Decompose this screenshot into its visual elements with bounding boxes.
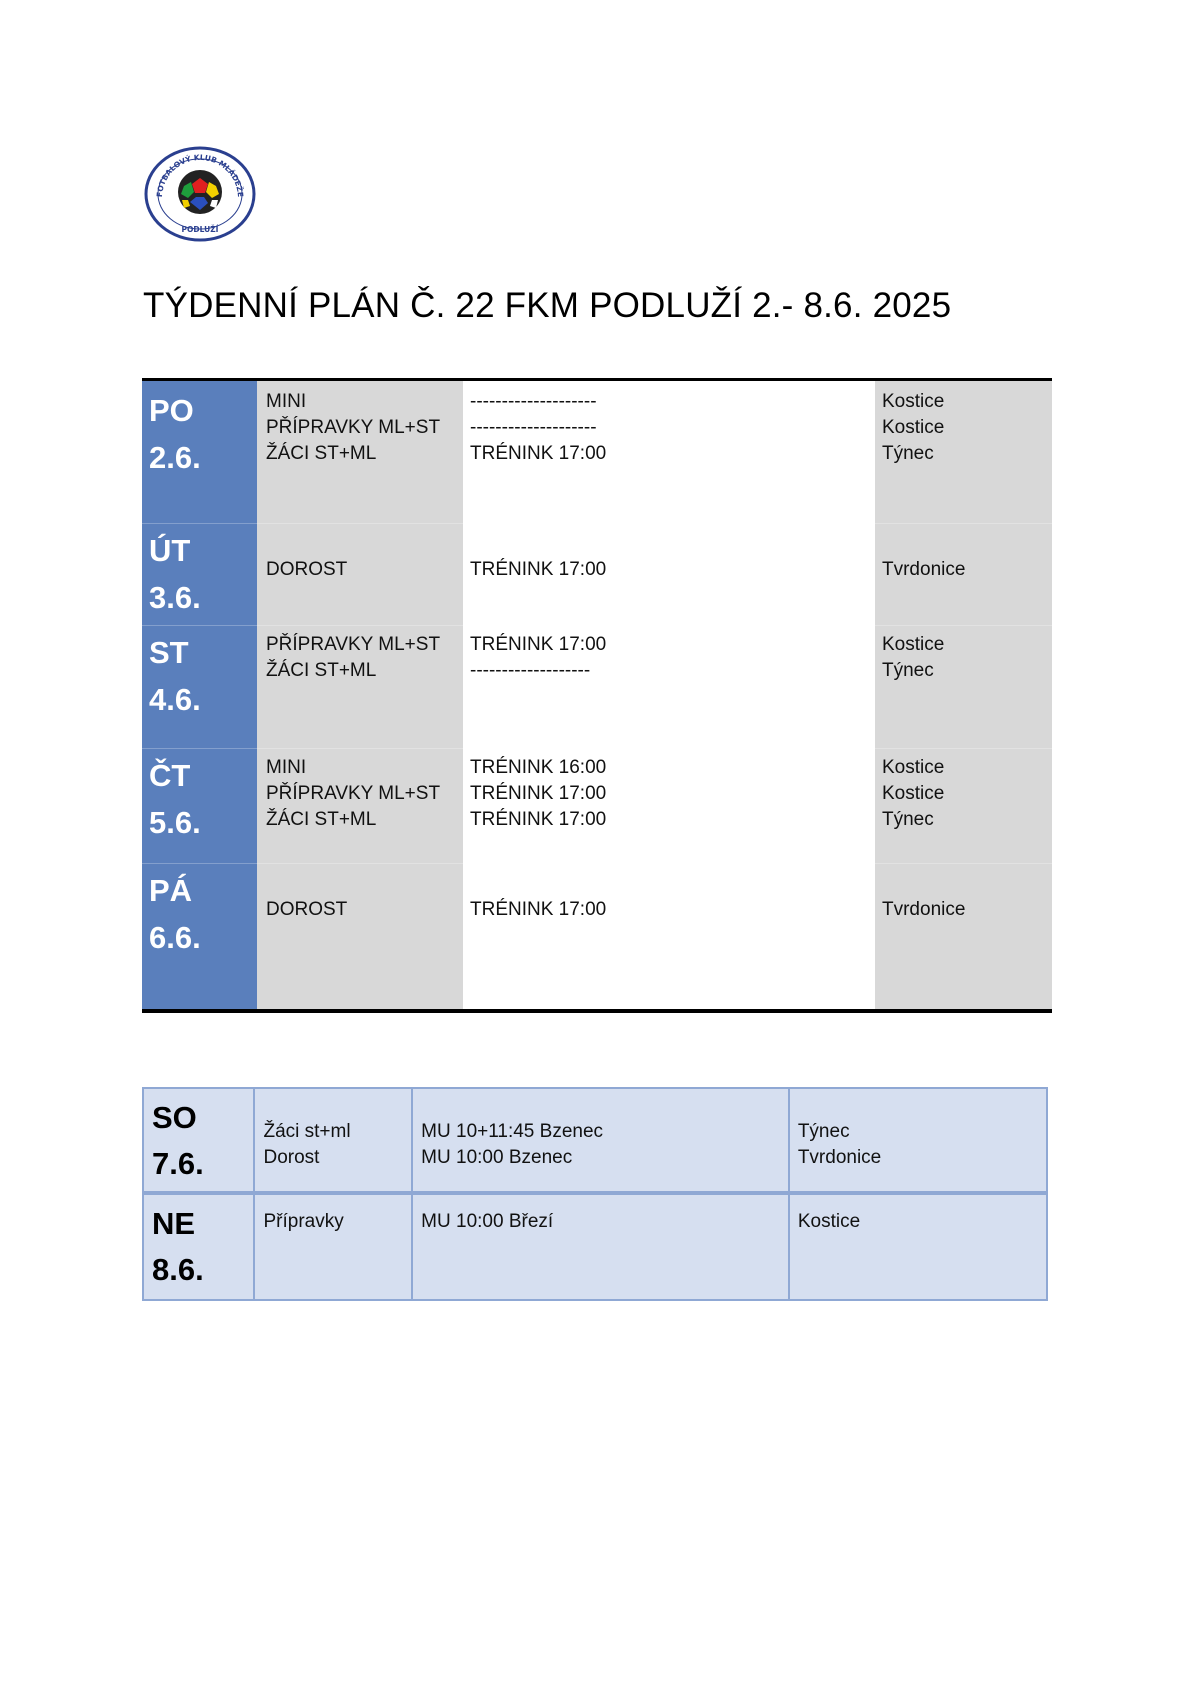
table-bottom-rule <box>142 1009 1052 1013</box>
activity-list: TRÉNINK 16:00 TRÉNINK 17:00 TRÉNINK 17:00 <box>470 757 607 830</box>
page-title: TÝDENNÍ PLÁN Č. 22 FKM PODLUŽÍ 2.- 8.6. 2025 <box>143 286 952 325</box>
table-row <box>142 626 1052 748</box>
location-list: Kostice Kostice Týnec <box>882 757 945 830</box>
day-label: PO 2.6. <box>149 393 201 475</box>
table-row <box>142 381 1052 523</box>
table-row <box>142 749 1052 863</box>
day-label: PÁ 6.6. <box>149 873 201 955</box>
day-label: ST 4.6. <box>149 635 201 717</box>
day-label: ČT 5.6. <box>149 758 201 840</box>
location-list: Tvrdonice <box>882 559 966 580</box>
table-row <box>142 524 1052 625</box>
activity-list: TRÉNINK 17:00 <box>470 559 607 580</box>
location-list: Kostice Kostice Týnec <box>882 391 945 464</box>
weekend-team-cell: Žáci st+ml Dorost <box>254 1088 412 1193</box>
table-row <box>143 1088 1047 1193</box>
team-list: MINI PŘÍPRAVKY ML+ST ŽÁCI ST+ML <box>266 757 441 830</box>
table-row <box>142 864 1052 1009</box>
logo-top-text: FOTBALOVÝ KLUB MLÁDEŽE <box>154 152 246 198</box>
weekly-schedule-table <box>142 378 1052 1012</box>
activity-list: -------------------- -------------------- TRÉNINK 17:00 <box>470 391 607 464</box>
weekend-location-cell: Týnec Tvrdonice <box>789 1088 1047 1193</box>
weekend-location-cell: Kostice <box>789 1193 1047 1300</box>
location-list: Kostice Týnec <box>882 634 945 681</box>
weekend-match-cell: MU 10:00 Březí <box>412 1193 789 1300</box>
activity-list: TRÉNINK 17:00 <box>470 899 607 920</box>
weekend-match-cell: MU 10+11:45 Bzenec MU 10:00 Bzenec <box>412 1088 789 1193</box>
location-list: Tvrdonice <box>882 899 966 920</box>
club-logo <box>144 146 256 242</box>
logo-bottom-text: PODLUŽÍ <box>181 225 219 234</box>
weekend-day-cell: NE 8.6. <box>143 1193 254 1300</box>
team-list: PŘÍPRAVKY ML+ST ŽÁCI ST+ML <box>266 634 441 681</box>
team-list: DOROST <box>266 899 348 920</box>
table-row <box>143 1193 1047 1300</box>
team-list: DOROST <box>266 559 348 580</box>
weekend-team-cell: Přípravky <box>254 1193 412 1300</box>
team-list: MINI PŘÍPRAVKY ML+ST ŽÁCI ST+ML <box>266 391 441 464</box>
weekend-day-cell: SO 7.6. <box>143 1088 254 1193</box>
day-label: ÚT 3.6. <box>149 533 201 615</box>
weekend-schedule-table <box>142 1087 1048 1301</box>
activity-list: TRÉNINK 17:00 ------------------- <box>470 634 607 681</box>
